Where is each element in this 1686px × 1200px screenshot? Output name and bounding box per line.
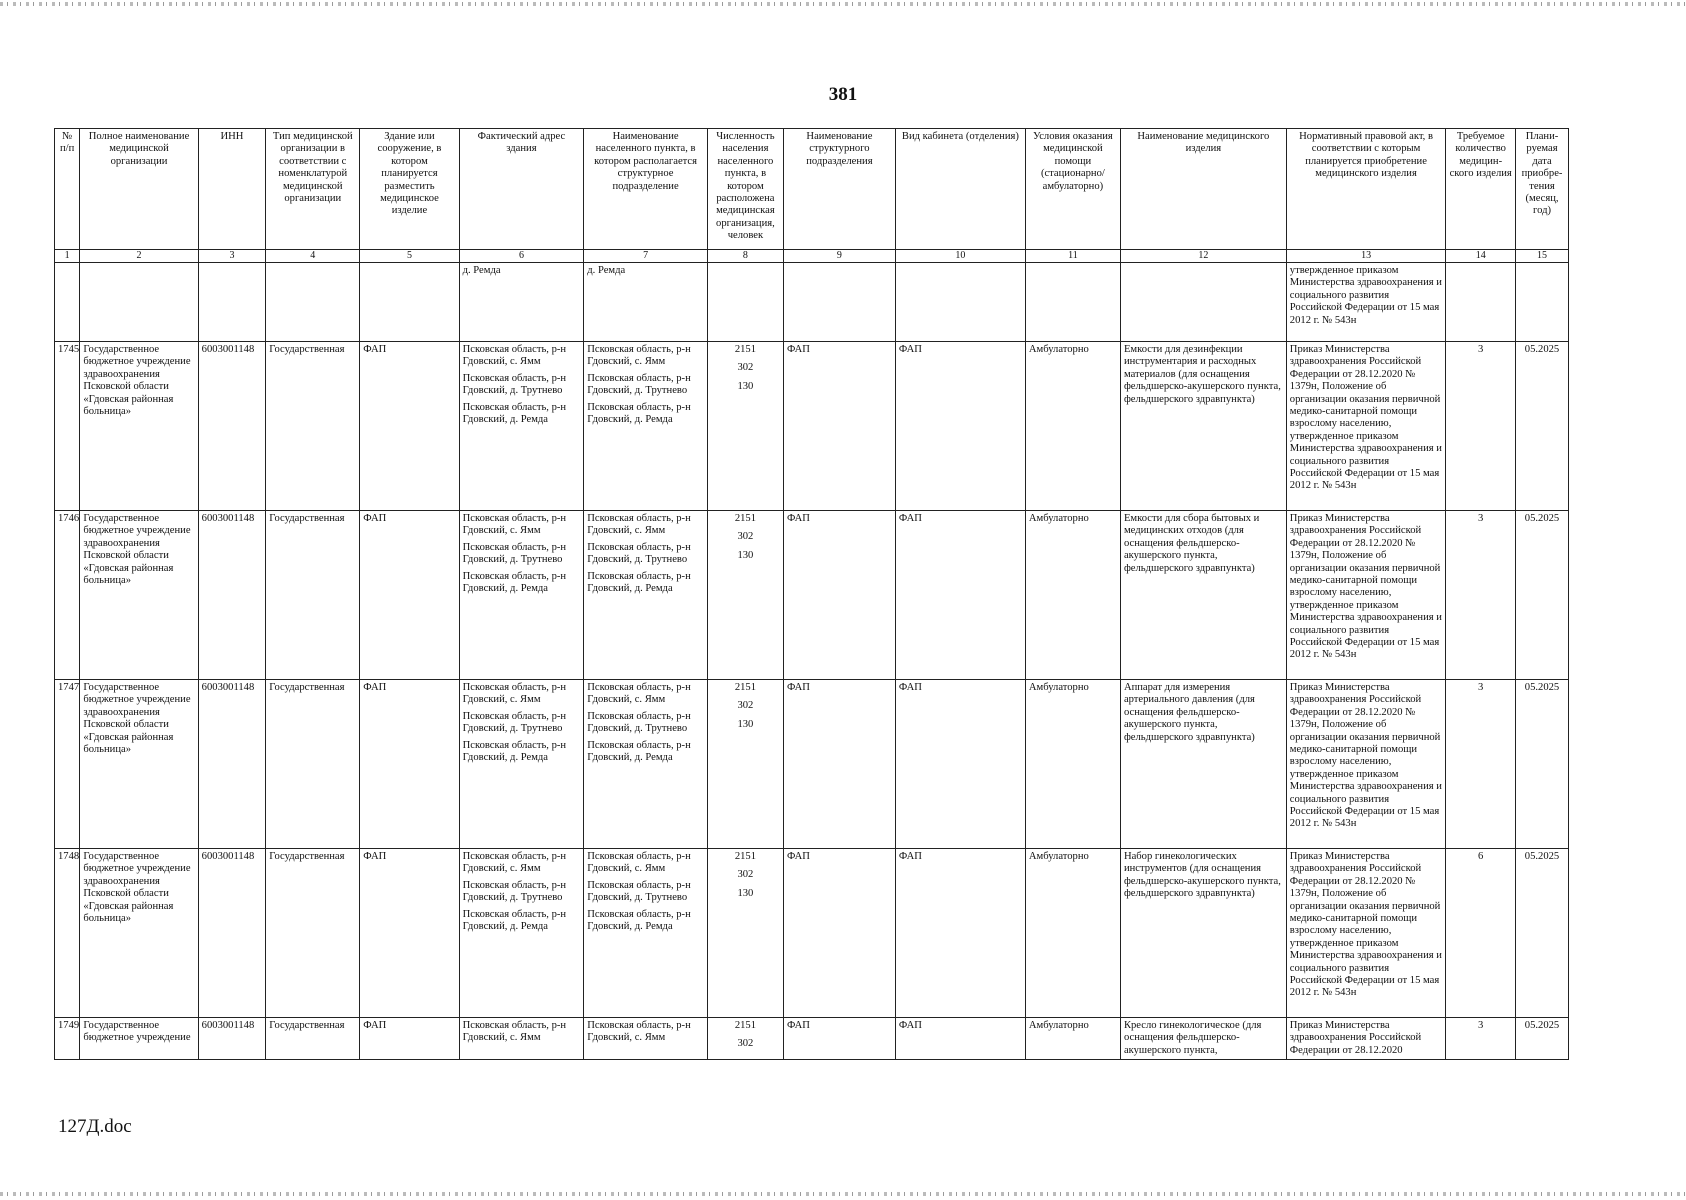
header-cell: Условия оказания медицинской помощи (стационарно/ амбулаторно) (1025, 129, 1120, 250)
population-cell (707, 680, 783, 849)
conditions-cell: Амбулаторно (1025, 680, 1120, 849)
table-row (55, 1018, 1569, 1060)
population-value: 130 (737, 380, 754, 392)
legal-act-cell: Приказ Министерства здравоохранения Российской Федерации от 28.12.2020 № 1379н, Положение об организации оказания первичной медико-санитарной помощи взрослому населению, утвержденное приказом Министерства здравоохранения и социального развития Российской Федерации от 15 мая 2012 г. № 543н (1286, 849, 1446, 1018)
population-value: 2151 (734, 682, 756, 693)
organization-name: Государственное бюджетное учреждение здравоохранения Псковской области «Гдовская районная больница» (80, 342, 198, 511)
row-number: 1748 (55, 849, 80, 1018)
header-cell: Фактический адрес здания (459, 129, 584, 250)
quantity-cell: 3 (1446, 342, 1516, 511)
population-value: 2151 (734, 513, 756, 524)
org-type-cell: Государственная (266, 342, 360, 511)
address-cell (459, 342, 584, 511)
settlement-line: Псковская область, р-н Гдовский, д. Ремда (587, 908, 691, 933)
population-value: 2151 (734, 344, 756, 355)
population-value: 130 (737, 549, 754, 561)
document-filename: 127Д.doc (58, 1116, 132, 1137)
date-cell: 05.2025 (1516, 1018, 1569, 1060)
unit-cell: ФАП (783, 849, 895, 1018)
population-value: 130 (737, 887, 754, 899)
cabinet-cell: ФАП (895, 849, 1025, 1018)
population-value: 130 (737, 718, 754, 730)
settlement-cell (584, 680, 708, 849)
settlement-line: Псковская область, р-н Гдовский, с. Ямм (587, 851, 691, 875)
settlement-line: Псковская область, р-н Гдовский, д. Ремда (587, 739, 691, 764)
address-cell (459, 849, 584, 1018)
table-header-row (55, 129, 1569, 250)
settlement-line: Псковская область, р-н Гдовский, д. Трутнево (587, 541, 691, 566)
header-cell: Требуемое количество медицин-ского изделия (1446, 129, 1516, 250)
conditions-cell: Амбулаторно (1025, 1018, 1120, 1060)
header-cell: Численность населения населенного пункта, в котором расположена медицинская организация, человек (707, 129, 783, 250)
table-row (55, 849, 1569, 1018)
column-number: 15 (1516, 250, 1569, 263)
header-cell: ИНН (198, 129, 266, 250)
address-cell (459, 511, 584, 680)
unit-cell: ФАП (783, 342, 895, 511)
settlement-line: Псковская область, р-н Гдовский, д. Ремда (587, 401, 691, 426)
population-cell (707, 1018, 783, 1060)
column-number: 8 (707, 250, 783, 263)
building-cell: ФАП (360, 342, 459, 511)
unit-cell: ФАП (783, 680, 895, 849)
date-cell: 05.2025 (1516, 849, 1569, 1018)
column-number: 6 (459, 250, 584, 263)
column-number: 10 (895, 250, 1025, 263)
building-cell: ФАП (360, 680, 459, 849)
unit-cell: ФАП (783, 1018, 895, 1060)
address-line: Псковская область, р-н Гдовский, с. Ямм (462, 682, 567, 706)
device-cell: Емкости для сбора бытовых и медицинских отходов (для оснащения фельдшерско-акушерского пункта, фельдшерского здравпункта) (1120, 511, 1286, 680)
legal-act-cell: Приказ Министерства здравоохранения Российской Федерации от 28.12.2020 № 1379н, Положение об организации оказания первичной медико-санитарной помощи взрослому населению, утвержденное приказом Министерства здравоохранения и социального развития Российской Федерации от 15 мая 2012 г. № 543н (1286, 680, 1446, 849)
organization-name: Государственное бюджетное учреждение здравоохранения Псковской области «Гдовская районная больница» (80, 511, 198, 680)
address-cell (459, 680, 584, 849)
table-row (55, 511, 1569, 680)
conditions-cell: Амбулаторно (1025, 849, 1120, 1018)
settlement-line: Псковская область, р-н Гдовский, с. Ямм (587, 682, 691, 706)
quantity-cell: 6 (1446, 849, 1516, 1018)
population-cell (707, 849, 783, 1018)
population-value: 302 (737, 869, 754, 881)
settlement-line: Псковская область, р-н Гдовский, д. Трутнево (587, 372, 691, 397)
unit-cell: ФАП (783, 511, 895, 680)
scan-edge-bottom (0, 1192, 1686, 1196)
legal-act-cell: утвержденное приказом Министерства здравоохранения и социального развития Российской Федерации от 15 мая 2012 г. № 543н (1286, 263, 1446, 342)
quantity-cell: 3 (1446, 1018, 1516, 1060)
column-number: 11 (1025, 250, 1120, 263)
header-cell: Полное наименование медицинской организации (80, 129, 198, 250)
equipment-table (54, 128, 1569, 1060)
org-type-cell: Государственная (266, 849, 360, 1018)
org-type-cell: Государственная (266, 1018, 360, 1060)
row-number: 1749 (55, 1018, 80, 1060)
date-cell: 05.2025 (1516, 511, 1569, 680)
header-cell: Наименование структурного подразделения (783, 129, 895, 250)
address-line: Псковская область, р-н Гдовский, д. Ремда (462, 908, 567, 933)
population-value: 2151 (734, 1020, 756, 1031)
inn-cell: 6003001148 (198, 342, 266, 511)
organization-name: Государственное бюджетное учреждение (80, 1018, 198, 1060)
settlement-cell (584, 342, 708, 511)
settlement-cell: д. Ремда (584, 263, 708, 342)
date-cell: 05.2025 (1516, 680, 1569, 849)
header-cell: № п/п (55, 129, 80, 250)
address-line: Псковская область, р-н Гдовский, д. Трутнево (462, 541, 567, 566)
settlement-cell (584, 1018, 708, 1060)
date-cell: 05.2025 (1516, 342, 1569, 511)
settlement-line: Псковская область, р-н Гдовский, с. Ямм (587, 1020, 691, 1044)
column-number-row (55, 250, 1569, 263)
population-value: 302 (737, 700, 754, 712)
address-line: Псковская область, р-н Гдовский, с. Ямм (462, 1020, 567, 1044)
inn-cell: 6003001148 (198, 680, 266, 849)
quantity-cell: 3 (1446, 680, 1516, 849)
settlement-line: Псковская область, р-н Гдовский, с. Ямм (587, 344, 691, 368)
settlement-line: Псковская область, р-н Гдовский, д. Трутнево (587, 879, 691, 904)
address-line: Псковская область, р-н Гдовский, д. Ремда (462, 570, 567, 595)
legal-act-cell: Приказ Министерства здравоохранения Российской Федерации от 28.12.2020 (1286, 1018, 1446, 1060)
inn-cell: 6003001148 (198, 511, 266, 680)
building-cell: ФАП (360, 511, 459, 680)
address-cell (459, 1018, 584, 1060)
org-type-cell: Государственная (266, 680, 360, 849)
settlement-line: Псковская область, р-н Гдовский, д. Ремда (587, 570, 691, 595)
header-cell: Нормативный правовой акт, в соответствии с которым планируется приобретение медицинского изделия (1286, 129, 1446, 250)
address-line: Псковская область, р-н Гдовский, с. Ямм (462, 344, 567, 368)
column-number: 5 (360, 250, 459, 263)
population-value: 2151 (734, 851, 756, 862)
row-number: 1746 (55, 511, 80, 680)
building-cell: ФАП (360, 1018, 459, 1060)
scan-edge-top (0, 2, 1686, 6)
table-row (55, 342, 1569, 511)
address-line: Псковская область, р-н Гдовский, д. Трутнево (462, 372, 567, 397)
legal-act-cell: Приказ Министерства здравоохранения Российской Федерации от 28.12.2020 № 1379н, Положение об организации оказания первичной медико-санитарной помощи взрослому населению, утвержденное приказом Министерства здравоохранения и социального развития Российской Федерации от 15 мая 2012 г. № 543н (1286, 342, 1446, 511)
address-line: Псковская область, р-н Гдовский, д. Трутнево (462, 879, 567, 904)
population-cell (707, 511, 783, 680)
population-value: 302 (737, 362, 754, 374)
quantity-cell: 3 (1446, 511, 1516, 680)
column-number: 4 (266, 250, 360, 263)
table-row-continuation (55, 263, 1569, 342)
device-cell: Аппарат для измерения артериального давления (для оснащения фельдшерско-акушерского пункта, фельдшерского здравпункта) (1120, 680, 1286, 849)
building-cell: ФАП (360, 849, 459, 1018)
organization-name: Государственное бюджетное учреждение здравоохранения Псковской области «Гдовская районная больница» (80, 680, 198, 849)
page-number: 381 (828, 84, 858, 105)
column-number: 3 (198, 250, 266, 263)
conditions-cell: Амбулаторно (1025, 342, 1120, 511)
conditions-cell: Амбулаторно (1025, 511, 1120, 680)
header-cell: Тип медицинской организации в соответствии с номенклатурой медицинской организации (266, 129, 360, 250)
organization-name: Государственное бюджетное учреждение здравоохранения Псковской области «Гдовская районная больница» (80, 849, 198, 1018)
header-cell: Вид кабинета (отделения) (895, 129, 1025, 250)
address-line: Псковская область, р-н Гдовский, с. Ямм (462, 851, 567, 875)
device-cell: Емкости для дезинфекции инструментария и расходных материалов (для оснащения фельдшерско-акушерского пункта, фельдшерского здравпункта) (1120, 342, 1286, 511)
header-cell: Наименование населенного пункта, в котором располагается структурное подразделение (584, 129, 708, 250)
cabinet-cell: ФАП (895, 342, 1025, 511)
column-number: 9 (783, 250, 895, 263)
legal-act-cell: Приказ Министерства здравоохранения Российской Федерации от 28.12.2020 № 1379н, Положение об организации оказания первичной медико-санитарной помощи взрослому населению, утвержденное приказом Министерства здравоохранения и социального развития Российской Федерации от 15 мая 2012 г. № 543н (1286, 511, 1446, 680)
column-number: 12 (1120, 250, 1286, 263)
settlement-cell (584, 511, 708, 680)
device-cell: Кресло гинекологическое (для оснащения фельдшерско-акушерского пункта, (1120, 1018, 1286, 1060)
settlement-line: Псковская область, р-н Гдовский, д. Трутнево (587, 710, 691, 735)
column-number: 2 (80, 250, 198, 263)
address-line: Псковская область, р-н Гдовский, д. Ремда (462, 739, 567, 764)
settlement-line: Псковская область, р-н Гдовский, с. Ямм (587, 513, 691, 537)
row-number: 1745 (55, 342, 80, 511)
column-number: 1 (55, 250, 80, 263)
cabinet-cell: ФАП (895, 511, 1025, 680)
population-cell (707, 342, 783, 511)
header-cell: Наименование медицинского изделия (1120, 129, 1286, 250)
table-row (55, 680, 1569, 849)
inn-cell: 6003001148 (198, 849, 266, 1018)
settlement-cell (584, 849, 708, 1018)
address-cell: д. Ремда (459, 263, 584, 342)
org-type-cell: Государственная (266, 511, 360, 680)
row-number: 1747 (55, 680, 80, 849)
column-number: 13 (1286, 250, 1446, 263)
inn-cell: 6003001148 (198, 1018, 266, 1060)
address-line: Псковская область, р-н Гдовский, д. Ремда (462, 401, 567, 426)
column-number: 7 (584, 250, 708, 263)
cabinet-cell: ФАП (895, 1018, 1025, 1060)
cabinet-cell: ФАП (895, 680, 1025, 849)
column-number: 14 (1446, 250, 1516, 263)
address-line: Псковская область, р-н Гдовский, д. Трутнево (462, 710, 567, 735)
header-cell: Плани-руемая дата приобре-тения (месяц, год) (1516, 129, 1569, 250)
equipment-table-wrapper (54, 128, 1569, 1060)
device-cell: Набор гинекологических инструментов (для оснащения фельдшерско-акушерского пункта, фельдшерского здравпункта) (1120, 849, 1286, 1018)
population-value: 302 (737, 531, 754, 543)
address-line: Псковская область, р-н Гдовский, с. Ямм (462, 513, 567, 537)
population-value: 302 (737, 1038, 754, 1050)
header-cell: Здание или сооружение, в котором планируется разместить медицинское изделие (360, 129, 459, 250)
